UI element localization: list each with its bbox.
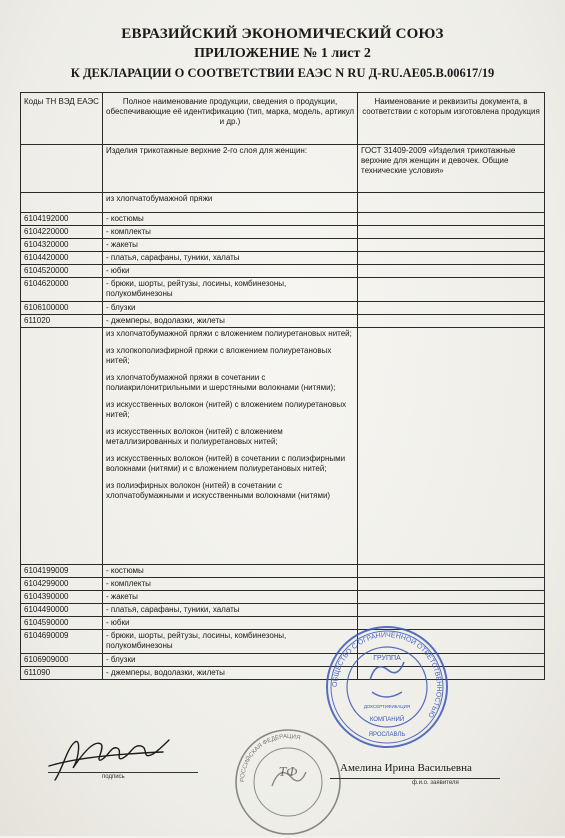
product-cell: - комплекты bbox=[103, 226, 358, 239]
product-cell: - джемперы, водолазки, жилеты bbox=[103, 315, 358, 328]
material-item: из хлопчатобумажной пряжи с вложением полиуретановых нитей; bbox=[106, 329, 352, 338]
stamp-group-text: ГРУППА bbox=[373, 655, 401, 662]
material-item: из искусственных волокон (нитей) с вложением полиуретановых нитей; bbox=[106, 400, 347, 419]
stamp-city-text: ЯРОСЛАВЛЬ bbox=[368, 732, 406, 738]
code-cell: 6104490000 bbox=[21, 604, 103, 617]
product-cell: - костюмы bbox=[103, 213, 358, 226]
product-cell: - платья, сарафаны, туники, халаты bbox=[103, 604, 358, 617]
product-cell: - юбки bbox=[103, 617, 358, 630]
code-cell: 611090 bbox=[21, 667, 103, 680]
code-cell: 6104420000 bbox=[21, 252, 103, 265]
product-cell: - брюки, шорты, рейтузы, лосины, комбинезоны, полукомбинезоны bbox=[103, 278, 358, 302]
intro-document: ГОСТ 31409-2009 «Изделия трикотажные верхние для женщин и девочек. Общие технические условия» bbox=[358, 145, 545, 193]
group1-label: из хлопчатобумажной пряжи bbox=[103, 193, 358, 213]
seal-center-text: ТФ bbox=[278, 765, 298, 780]
code-cell: 6106100000 bbox=[21, 302, 103, 315]
declaration-number: К ДЕКЛАРАЦИИ О СООТВЕТСТВИИ ЕАЭС N RU Д-RU.АЕ05.В.00617/19 bbox=[70, 66, 495, 80]
products-table bbox=[20, 92, 545, 680]
product-cell: - блузки bbox=[103, 654, 358, 667]
stamp-center-text: ДОКСЕРТИФИКАЦИЯ bbox=[363, 704, 411, 709]
code-cell: 6104390000 bbox=[21, 591, 103, 604]
code-cell: 6104590000 bbox=[21, 617, 103, 630]
seal-stamp bbox=[232, 726, 344, 838]
product-cell: - жакеты bbox=[103, 239, 358, 252]
signature-caption: подпись bbox=[102, 774, 125, 780]
appendix-title: ПРИЛОЖЕНИЕ № 1 лист 2 bbox=[194, 46, 371, 61]
product-cell: - брюки, шорты, рейтузы, лосины, комбинезоны, полукомбинезоны bbox=[103, 630, 358, 654]
product-cell: - жакеты bbox=[103, 591, 358, 604]
material-item: из полиэфирных волокон (нитей) в сочетании с хлопчатобумажными и искусственными волокнами (нитями) bbox=[106, 481, 331, 500]
union-title: ЕВРАЗИЙСКИЙ ЭКОНОМИЧЕСКИЙ СОЮЗ bbox=[121, 26, 444, 42]
material-item: из искусственных волокон (нитей) в сочетании с полиэфирными волокнами (нитями) и с вложением полиуретановых нитей; bbox=[106, 454, 346, 473]
code-cell: 6104299000 bbox=[21, 578, 103, 591]
product-cell: - джемперы, водолазки, жилеты bbox=[103, 667, 358, 680]
code-cell: 6104192000 bbox=[21, 213, 103, 226]
product-cell: - юбки bbox=[103, 265, 358, 278]
header-codes: Коды ТН ВЭД ЕАЭС bbox=[21, 93, 103, 145]
code-cell: 611020 bbox=[21, 315, 103, 328]
signature-line bbox=[48, 772, 198, 773]
intro-name: Изделия трикотажные верхние 2-го слоя для женщин: bbox=[103, 145, 358, 193]
header-document: Наименование и реквизиты документа, в соответствии с которым изготовлена продукция bbox=[358, 93, 545, 145]
material-item: из хлопкополиэфирной пряжи с вложением полиуретановых нитей; bbox=[106, 346, 332, 365]
product-cell: - блузки bbox=[103, 302, 358, 315]
code-cell: 6104220000 bbox=[21, 226, 103, 239]
product-cell: - платья, сарафаны, туники, халаты bbox=[103, 252, 358, 265]
seal-ring-text: РОССИЙСКАЯ ФЕДЕРАЦИЯ bbox=[239, 733, 301, 783]
applicant-name: Амелина Ирина Васильевна bbox=[340, 762, 472, 774]
code-cell: 6104320000 bbox=[21, 239, 103, 252]
applicant-caption: ф.и.о. заявителя bbox=[412, 780, 459, 786]
material-item: из искусственных волокон (нитей) с вложением металлизированных и полиуретановых нитей; bbox=[106, 427, 283, 446]
code-cell: 6104199009 bbox=[21, 565, 103, 578]
code-cell: 6104520000 bbox=[21, 265, 103, 278]
product-cell: - костюмы bbox=[103, 565, 358, 578]
header-name: Полное наименование продукции, сведения о продукции, обеспечивающие её идентификацию (тип, марка, модель, артикул и др.) bbox=[103, 93, 358, 145]
product-cell: - комплекты bbox=[103, 578, 358, 591]
applicant-line bbox=[330, 778, 500, 779]
code-cell: 6106909000 bbox=[21, 654, 103, 667]
code-cell: 6104690009 bbox=[21, 630, 103, 654]
stamp-ring-text: ОБЩЕСТВО С ОГРАНИЧЕННОЙ ОТВЕТСТВЕННОСТЬЮ bbox=[331, 631, 443, 719]
stamp-company-text: КОМПАНИЙ bbox=[369, 717, 405, 723]
material-item: из хлопчатобумажной пряжи в сочетании с полиакрилонитрильными и шерстяными волокнами (нитями); bbox=[106, 373, 336, 392]
code-cell: 6104620000 bbox=[21, 278, 103, 302]
materials-cell bbox=[103, 328, 358, 565]
